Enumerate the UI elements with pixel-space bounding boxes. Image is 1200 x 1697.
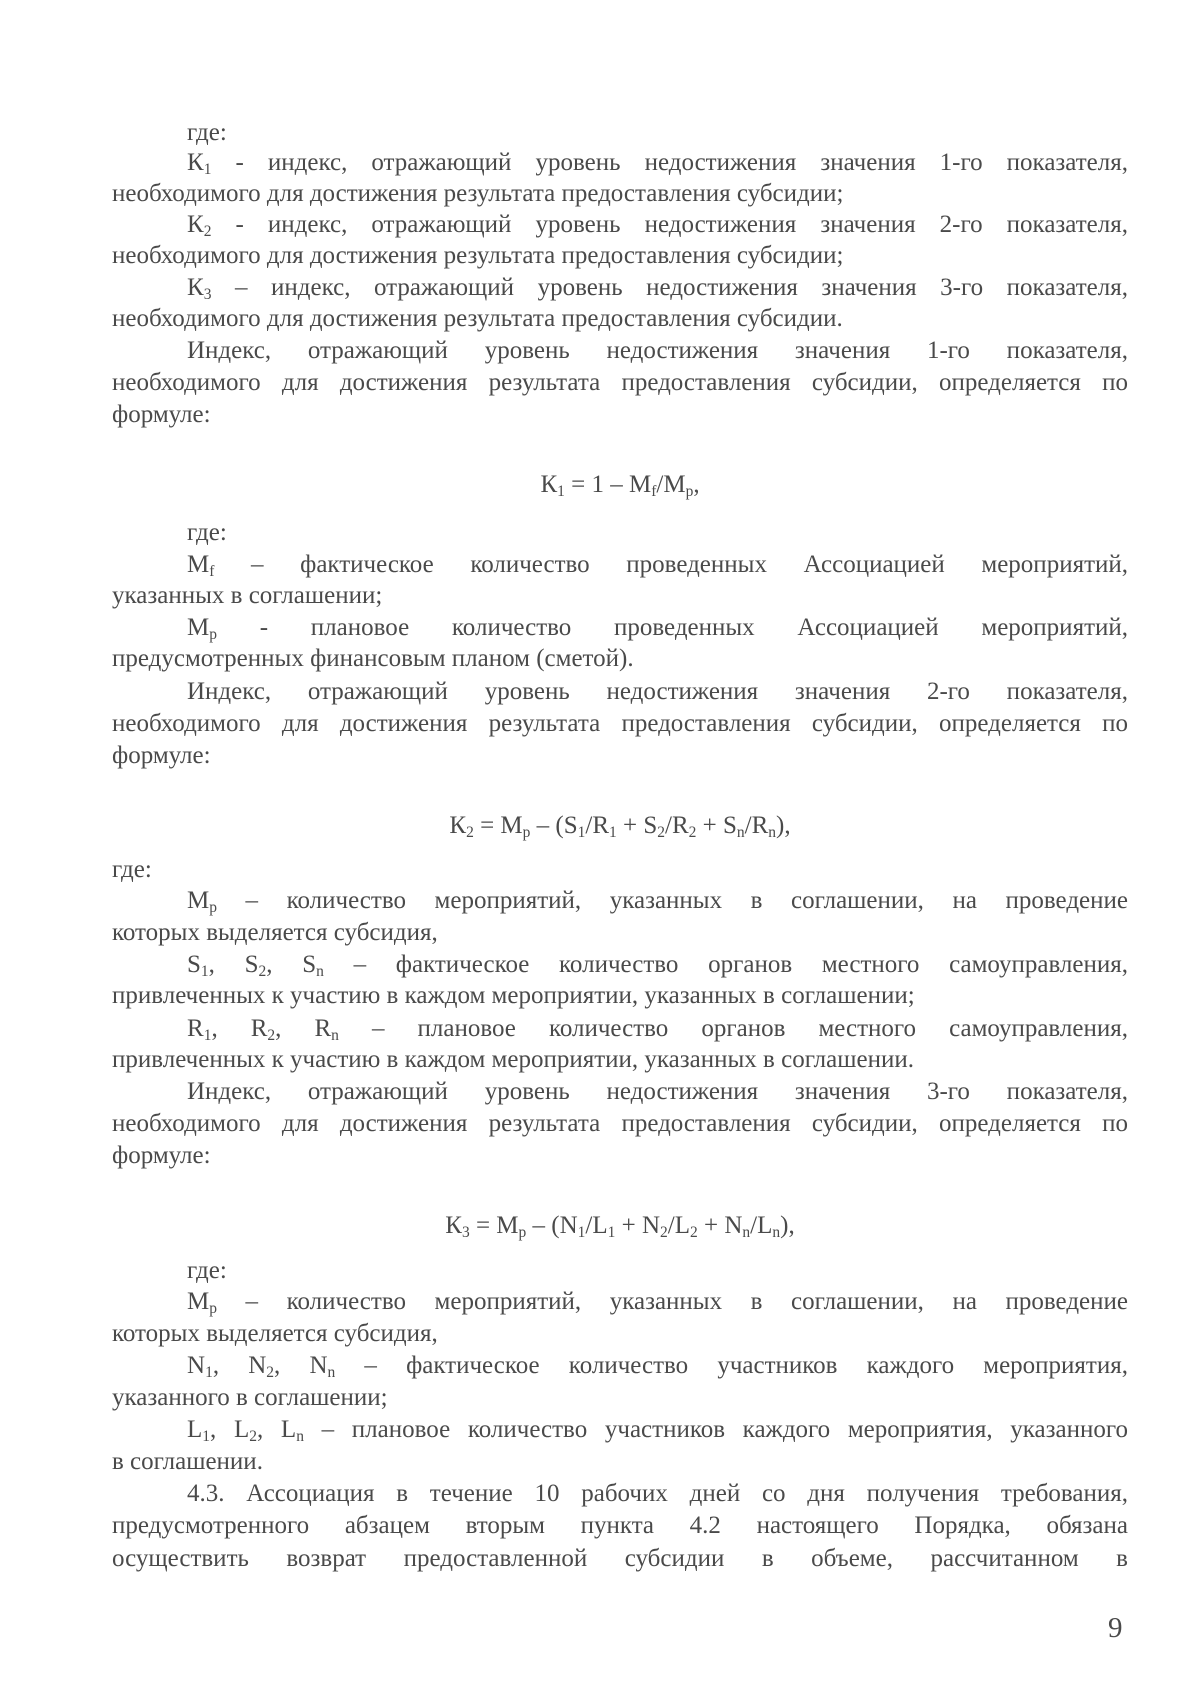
subscript: 1 [609, 823, 617, 841]
text-segment: , L [256, 1416, 297, 1443]
formula [112, 810, 1128, 842]
text-line [112, 580, 1128, 612]
text-line [112, 1510, 1128, 1542]
text-line [112, 643, 1128, 675]
text-segment: /R [665, 812, 689, 839]
text-segment: , R [211, 1015, 268, 1042]
text-segment: предусмотренного абзацем вторым пункта 4.2 настоящего Порядка, обязана [112, 1512, 1128, 1539]
text-line [112, 303, 1128, 335]
text-segment: ), [776, 812, 791, 839]
text-segment: К [445, 1212, 462, 1239]
text-segment: которых выделяется субсидия, [112, 1320, 438, 1347]
text-line [112, 1140, 1128, 1172]
text-segment: которых выделяется субсидия, [112, 919, 438, 946]
text-line [112, 367, 1128, 399]
text-segment: /L [750, 1212, 773, 1239]
formula [112, 469, 1128, 501]
text-line [112, 399, 1128, 431]
text-segment: + N [697, 1212, 743, 1239]
text-segment: К [187, 274, 204, 301]
subscript: p [209, 1299, 217, 1317]
text-line [112, 740, 1128, 772]
text-line [112, 178, 1128, 210]
subscript: p [685, 482, 694, 500]
text-line [187, 147, 1128, 179]
text-segment: – (N [526, 1212, 578, 1239]
text-segment: необходимого для достижения результата предоставления субсидии, определяется по [112, 710, 1128, 737]
text-segment: + S [616, 812, 658, 839]
text-segment: M [187, 1288, 210, 1315]
subscript: 3 [461, 1223, 470, 1241]
text-segment: – (S [530, 812, 578, 839]
text-segment: где: [187, 1257, 227, 1284]
text-segment: К [449, 812, 467, 839]
text-segment: указанных в соглашении; [112, 582, 383, 609]
subscript: 2 [690, 1223, 698, 1241]
subscript: 2 [688, 823, 697, 841]
text-line [187, 517, 1128, 549]
text-line [112, 1108, 1128, 1140]
subscript: n [768, 823, 777, 841]
page-number: 9 [1108, 1612, 1123, 1644]
text-segment: в соглашении. [112, 1448, 263, 1475]
text-line [187, 676, 1128, 708]
text-segment: указанного в соглашении; [112, 1384, 388, 1411]
text-segment: – фактическое количество проведенных Ассоциацией мероприятий, [214, 551, 1128, 578]
text-segment: – количество мероприятий, указанных в соглашении, на проведение [216, 1288, 1128, 1315]
text-line [187, 949, 1128, 981]
text-segment: предусмотренных финансовым планом (сметой). [112, 645, 634, 672]
text-line [112, 240, 1128, 272]
subscript: n [772, 1223, 781, 1241]
text-line [112, 1044, 1128, 1076]
text-line [187, 549, 1128, 581]
subscript: 1 [557, 482, 565, 500]
text-segment: - индекс, отражающий уровень недостижения значения 1-го показателя, [211, 149, 1128, 176]
subscript: 2 [657, 823, 666, 841]
text-segment: + S [696, 812, 737, 839]
text-line [187, 612, 1128, 644]
subscript: 2 [267, 1026, 276, 1044]
subscript: 1 [607, 1223, 616, 1241]
subscript: n [327, 1363, 336, 1381]
text-segment: необходимого для достижения результата предоставления субсидии, определяется по [112, 1110, 1128, 1137]
text-segment: где: [187, 519, 227, 546]
subscript: 2 [249, 1427, 257, 1445]
text-segment: L [187, 1416, 203, 1443]
text-segment: где: [112, 856, 152, 883]
subscript: 2 [266, 1363, 275, 1381]
text-segment: – фактическое количество участников каждого мероприятия, [335, 1352, 1128, 1379]
subscript: n [296, 1427, 304, 1445]
text-line [112, 1543, 1128, 1575]
text-line [187, 209, 1128, 241]
text-line [187, 1013, 1128, 1045]
text-segment: /L [667, 1212, 691, 1239]
text-segment: - индекс, отражающий уровень недостижения значения 2-го показателя, [211, 211, 1128, 238]
text-segment: = 1 – M [564, 471, 652, 498]
text-segment: + N [615, 1212, 661, 1239]
text-segment: M [187, 614, 210, 641]
text-segment: = M [473, 812, 523, 839]
text-segment: формуле: [112, 742, 211, 769]
text-line [187, 335, 1128, 367]
text-segment: Индекс, отражающий уровень недостижения значения 2-го показателя, [187, 678, 1128, 705]
text-segment: ), [780, 1212, 795, 1239]
subscript: 3 [203, 285, 212, 303]
text-segment: M [187, 551, 210, 578]
text-segment: , S [208, 951, 259, 978]
text-segment: /L [585, 1212, 608, 1239]
subscript: n [736, 823, 745, 841]
text-segment: необходимого для достижения результата предоставления субсидии; [112, 242, 844, 269]
text-segment: S [187, 951, 201, 978]
text-line [112, 854, 1128, 886]
subscript: 2 [258, 962, 267, 980]
text-line [112, 980, 1128, 1012]
subscript: n [316, 962, 324, 980]
text-line [187, 885, 1128, 917]
text-line [112, 917, 1128, 949]
text-line [187, 117, 1128, 149]
subscript: p [518, 1223, 527, 1241]
text-segment: – индекс, отражающий уровень недостижения значения 3-го показателя, [211, 274, 1128, 301]
text-segment: необходимого для достижения результата предоставления субсидии. [112, 305, 843, 332]
subscript: 1 [577, 1223, 586, 1241]
subscript: 2 [660, 1223, 668, 1241]
subscript: n [742, 1223, 751, 1241]
subscript: 1 [202, 1427, 211, 1445]
subscript: 2 [203, 222, 212, 240]
text-line [187, 1478, 1128, 1510]
text-line [187, 1286, 1128, 1318]
text-segment: К [540, 471, 558, 498]
text-segment: формуле: [112, 1142, 211, 1169]
text-line [112, 1318, 1128, 1350]
text-line [187, 1076, 1128, 1108]
subscript: f [209, 562, 215, 580]
subscript: p [209, 898, 217, 916]
text-segment: /R [744, 812, 769, 839]
text-segment: К [187, 211, 204, 238]
text-line [187, 1255, 1128, 1287]
text-segment: , S [266, 951, 317, 978]
text-segment: /R [585, 812, 609, 839]
text-segment: N [187, 1352, 206, 1379]
text-segment: формуле: [112, 401, 211, 428]
subscript: 1 [203, 1026, 212, 1044]
text-segment: необходимого для достижения результата предоставления субсидии, определяется по [112, 369, 1128, 396]
subscript: 2 [466, 823, 474, 841]
text-segment: , [693, 471, 700, 498]
text-segment: Индекс, отражающий уровень недостижения значения 1-го показателя, [187, 337, 1128, 364]
text-segment: M [187, 887, 210, 914]
text-segment: необходимого для достижения результата предоставления субсидии; [112, 180, 844, 207]
text-segment: - плановое количество проведенных Ассоциацией мероприятий, [216, 614, 1128, 641]
subscript: 1 [203, 160, 212, 178]
formula [112, 1210, 1128, 1242]
text-line [112, 1382, 1128, 1414]
text-segment: /M [656, 471, 686, 498]
text-segment: – фактическое количество органов местного самоуправления, [323, 951, 1128, 978]
text-line [112, 708, 1128, 740]
text-line [187, 1414, 1128, 1446]
text-line [187, 1350, 1128, 1382]
text-segment: – плановое количество участников каждого мероприятия, указанного [303, 1416, 1128, 1443]
text-segment: , L [210, 1416, 250, 1443]
text-segment: – плановое количество органов местного самоуправления, [338, 1015, 1128, 1042]
text-segment: , N [274, 1352, 328, 1379]
text-segment: К [187, 149, 204, 176]
text-segment: – количество мероприятий, указанных в соглашении, на проведение [216, 887, 1128, 914]
text-segment: осуществить возврат предоставленной субсидии в объеме, рассчитанном в [112, 1545, 1128, 1572]
subscript: f [651, 482, 657, 500]
text-segment: = M [469, 1212, 519, 1239]
text-segment: привлеченных к участию в каждом мероприятии, указанных в соглашении. [112, 1046, 914, 1073]
text-segment: 4.3. Ассоциация в течение 10 рабочих дней со дня получения требования, [187, 1480, 1128, 1507]
subscript: 1 [205, 1363, 213, 1381]
subscript: n [331, 1026, 339, 1044]
text-line [112, 1446, 1128, 1478]
text-segment: где: [187, 119, 227, 146]
text-segment: , R [275, 1015, 332, 1042]
subscript: 1 [200, 962, 209, 980]
subscript: p [209, 625, 217, 643]
text-line [187, 272, 1128, 304]
subscript: 1 [577, 823, 586, 841]
text-segment: R [187, 1015, 204, 1042]
text-segment: Индекс, отражающий уровень недостижения значения 3-го показателя, [187, 1078, 1128, 1105]
text-segment: привлеченных к участию в каждом мероприятии, указанных в соглашении; [112, 982, 915, 1009]
text-segment: , N [212, 1352, 267, 1379]
subscript: p [522, 823, 531, 841]
